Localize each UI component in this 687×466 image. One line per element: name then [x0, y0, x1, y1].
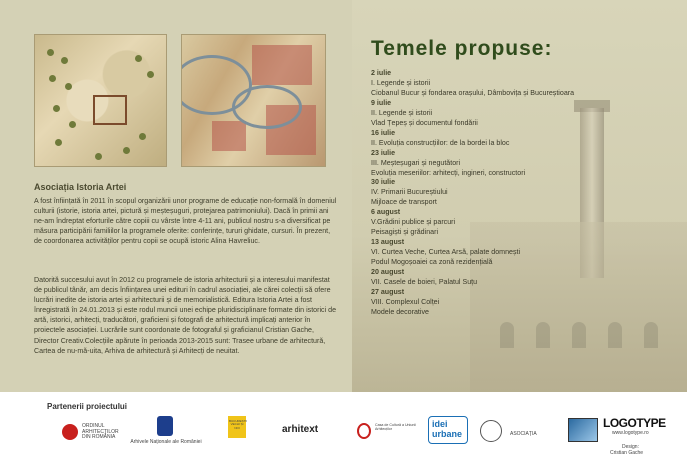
schedule-item: III. Meșteșugari și negutători — [371, 158, 461, 167]
asociatia-label: ASOCIAȚIA — [510, 431, 537, 437]
association-paragraph-1: A fost înființată în 2011 în scopul organizării unor programe de educație non-formală în domeniul culturii (istorie, istoria artei, pictură și meșteșuguri, protejarea patrimoniului). Dacă în primii ani ne-am îndreptat eforturile către copiii cu vârste între 4-11 ani, publicul nostru s-a diversificat pe măsura participării familiilor la programele oferite: conferințe, tururi ghidate, cursuri. În prezent, de coordonarea activităților pentru copii se ocupă istoric Alina Havreliuc. — [34, 197, 337, 246]
schedule-date: 16 iulie — [371, 128, 396, 137]
casa-logo — [357, 421, 417, 445]
schedule-item: Ciobanul Bucur și fondarea orașului, Dâmbovița și Bucureștioara — [371, 88, 575, 97]
logotype-url: www.logotype.ro — [612, 430, 649, 436]
logotype-logo: LOGOTYPE — [603, 416, 666, 430]
schedule-item: Mijloace de transport — [371, 198, 437, 207]
oar-logo — [62, 420, 122, 450]
schedule-list — [371, 69, 671, 318]
schedule-item: I. Legende și istorii — [371, 78, 431, 87]
association-title: Asociația Istoria Artei — [34, 182, 127, 192]
schedule-item: II. Evoluția construcțiilor: de la bordei la bloc — [371, 138, 510, 147]
schedule-item: Vlad Țepeș și documentul fondării — [371, 118, 478, 127]
ziar-label: BUCUREȘTII VECHI ȘI NOI — [229, 419, 248, 430]
schedule-item: IV. Primarii Bucureștiului — [371, 188, 448, 197]
schedule-heading: Temele propuse: — [371, 37, 553, 60]
schedule-date: 6 august — [371, 208, 401, 217]
oar-label: ORDINUL ARHITECȚILOR DIN ROMÂNIA — [82, 423, 119, 440]
schedule-date: 9 iulie — [371, 98, 392, 107]
city-map-image — [181, 34, 326, 167]
schedule-item: VIII. Complexul Colței — [371, 297, 440, 306]
casa-icon — [357, 423, 371, 439]
idei-label: idei urbane — [432, 419, 463, 439]
partner-photo-logo — [568, 418, 598, 442]
schedule-item: Podul Mogoșoaiei ca zonă rezidențială — [371, 258, 493, 267]
schedule-item: Peisagiști și grădinari — [371, 228, 439, 237]
oar-icon — [62, 424, 78, 440]
schedule-date: 23 iulie — [371, 148, 396, 157]
schedule-item: VI. Curtea Veche, Curtea Arsă, palate domnești — [371, 248, 521, 257]
schedule-item: Evoluția meseriilor: arhitecți, ingineri, constructori — [371, 168, 526, 177]
schedule-item: V.Grădini publice și parcuri — [371, 218, 456, 227]
garden-plan-image — [34, 34, 167, 167]
partners-title: Partenerii proiectului — [47, 402, 128, 411]
ziar-logo — [228, 416, 246, 438]
arhivele-label: Arhivele Naționale ale României — [130, 439, 202, 445]
design-label: Design: — [622, 444, 639, 450]
schedule-date: 20 august — [371, 268, 405, 277]
schedule-item: II. Legende și istorii — [371, 108, 433, 117]
schedule-date: 13 august — [371, 238, 405, 247]
arhitext-logo: arhitext — [282, 424, 319, 435]
arhivele-crest-icon — [157, 416, 173, 436]
idei-urbane-logo — [428, 416, 468, 446]
designer-name: Cristian Gache — [610, 450, 644, 456]
asociatia-logo — [480, 420, 502, 442]
casa-label: Casa de Cultură a Uniunii Arhitecților — [375, 423, 416, 431]
association-paragraph-2: Datorită succesului avut în 2012 cu programele de istoria arhitecturii și a interesului manifestat de publicul tânăr, am decis înființarea unei edituri în cadrul asociației, ale cărei colecții să ofere lucrări inedite de istoria artei și arhitecturii și de memorialistică. Editura Istoria Artei a fost înregistrată în 24.01.2013 și este rodul muncii unei echipe pluridisciplinare formate din istorici de artă, istorici, arhitecți, traducători, graficieni și fotografi de arhitectură implicați anterior în proiectele asociației. Lucrările sunt coordonate de fotograful și graficianul Cristian Gache, Director Creativ.Colecțiile apărute în perioada 2013-2015 sunt: Trasee urbane de arhitectură, Cartea de nu-mă-uita, Arhiva de arhitectură și Arhitecți de neuitat. — [34, 276, 337, 355]
schedule-date: 27 august — [371, 287, 405, 296]
schedule-date: 30 iulie — [371, 178, 396, 187]
schedule-date: 2 iulie — [371, 69, 392, 77]
arhivele-logo — [125, 416, 207, 456]
left-column — [0, 0, 352, 392]
schedule-item: VII. Casele de boieri, Palatul Suțu — [371, 278, 478, 287]
schedule-item: Modele decorative — [371, 307, 429, 316]
